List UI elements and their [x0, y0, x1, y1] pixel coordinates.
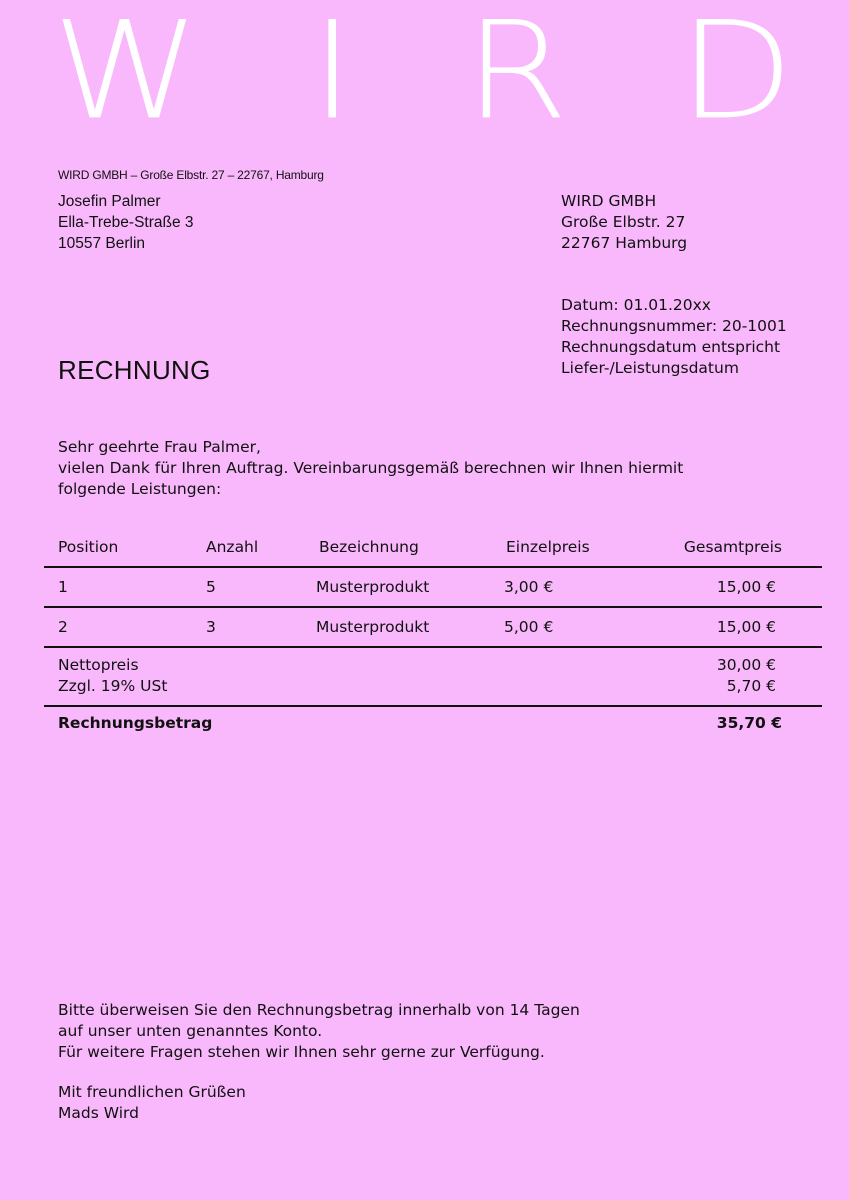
payment-note-line: auf unser unten genanntes Konto. — [58, 1022, 323, 1040]
subtotal-section — [44, 648, 822, 707]
signature-name: Mads Wird — [58, 1104, 139, 1122]
cell-einzelpreis: 3,00 € — [504, 578, 554, 596]
recipient-address — [58, 191, 194, 254]
invoice-meta — [561, 295, 787, 379]
payment-note-line: Bitte überweisen Sie den Rechnungsbetrag innerhalb von 14 Tagen — [58, 1001, 580, 1019]
header-bezeichnung: Bezeichnung — [319, 538, 419, 556]
total-row — [44, 707, 822, 743]
invoice-date: Datum: 01.01.20xx — [561, 296, 711, 314]
cell-bezeichnung: Musterprodukt — [316, 578, 430, 596]
invoice-table — [44, 536, 822, 743]
cell-bezeichnung: Musterprodukt — [316, 618, 430, 636]
cell-position: 1 — [58, 578, 68, 596]
logo-letter: W — [52, 0, 201, 150]
payment-note-line: Für weitere Fragen stehen wir Ihnen sehr gerne zur Verfügung. — [58, 1043, 545, 1061]
closing-regards: Mit freundlichen Grüßen — [58, 1083, 246, 1101]
cell-gesamtpreis: 15,00 € — [716, 618, 776, 636]
table-row — [44, 568, 822, 608]
header-position: Position — [58, 538, 119, 556]
intro-line: vielen Dank für Ihren Auftrag. Vereinbarungsgemäß berechnen wir Ihnen hiermit — [58, 459, 684, 477]
greeting: Sehr geehrte Frau Palmer, — [58, 438, 261, 456]
net-value: 30,00 € — [716, 656, 776, 674]
page-title: RECHNUNG — [58, 355, 211, 385]
recipient-name: Josefin Palmer — [58, 193, 161, 210]
company-logo — [52, 0, 794, 150]
company-address — [561, 191, 687, 254]
invoice-date-note: Liefer-/Leistungsdatum — [561, 359, 739, 377]
company-street: Große Elbstr. 27 — [561, 213, 686, 231]
company-name: WIRD GMBH — [561, 192, 657, 210]
recipient-street: Ella-Trebe-Straße 3 — [58, 214, 194, 231]
cell-anzahl: 5 — [206, 578, 216, 596]
total-value: 35,70 € — [716, 714, 782, 732]
intro-line: folgende Leistungen: — [58, 480, 222, 498]
closing — [58, 1082, 246, 1124]
net-label: Nettopreis — [58, 656, 139, 674]
cell-position: 2 — [58, 618, 68, 636]
header-anzahl: Anzahl — [206, 538, 259, 556]
tax-value: 5,70 € — [726, 677, 776, 695]
logo-letter: D — [678, 0, 794, 150]
cell-gesamtpreis: 15,00 € — [716, 578, 776, 596]
company-city: 22767 Hamburg — [561, 234, 688, 252]
intro-text — [58, 437, 683, 500]
sender-return-address: WIRD GMBH – Große Elbstr. 27 – 22767, Hamburg — [58, 168, 324, 182]
invoice-number: Rechnungsnummer: 20-1001 — [561, 317, 787, 335]
payment-note — [58, 1000, 580, 1063]
invoice-date-note: Rechnungsdatum entspricht — [561, 338, 781, 356]
header-einzelpreis: Einzelpreis — [506, 538, 590, 556]
total-label: Rechnungsbetrag — [58, 714, 213, 732]
cell-einzelpreis: 5,00 € — [504, 618, 554, 636]
table-row — [44, 608, 822, 648]
logo-letter: R — [464, 0, 569, 150]
cell-anzahl: 3 — [206, 618, 216, 636]
logo-letter: I — [310, 0, 355, 150]
recipient-city: 10557 Berlin — [58, 235, 146, 252]
tax-label: Zzgl. 19% USt — [58, 677, 168, 695]
table-header — [44, 536, 822, 568]
header-gesamtpreis: Gesamtpreis — [683, 538, 782, 556]
